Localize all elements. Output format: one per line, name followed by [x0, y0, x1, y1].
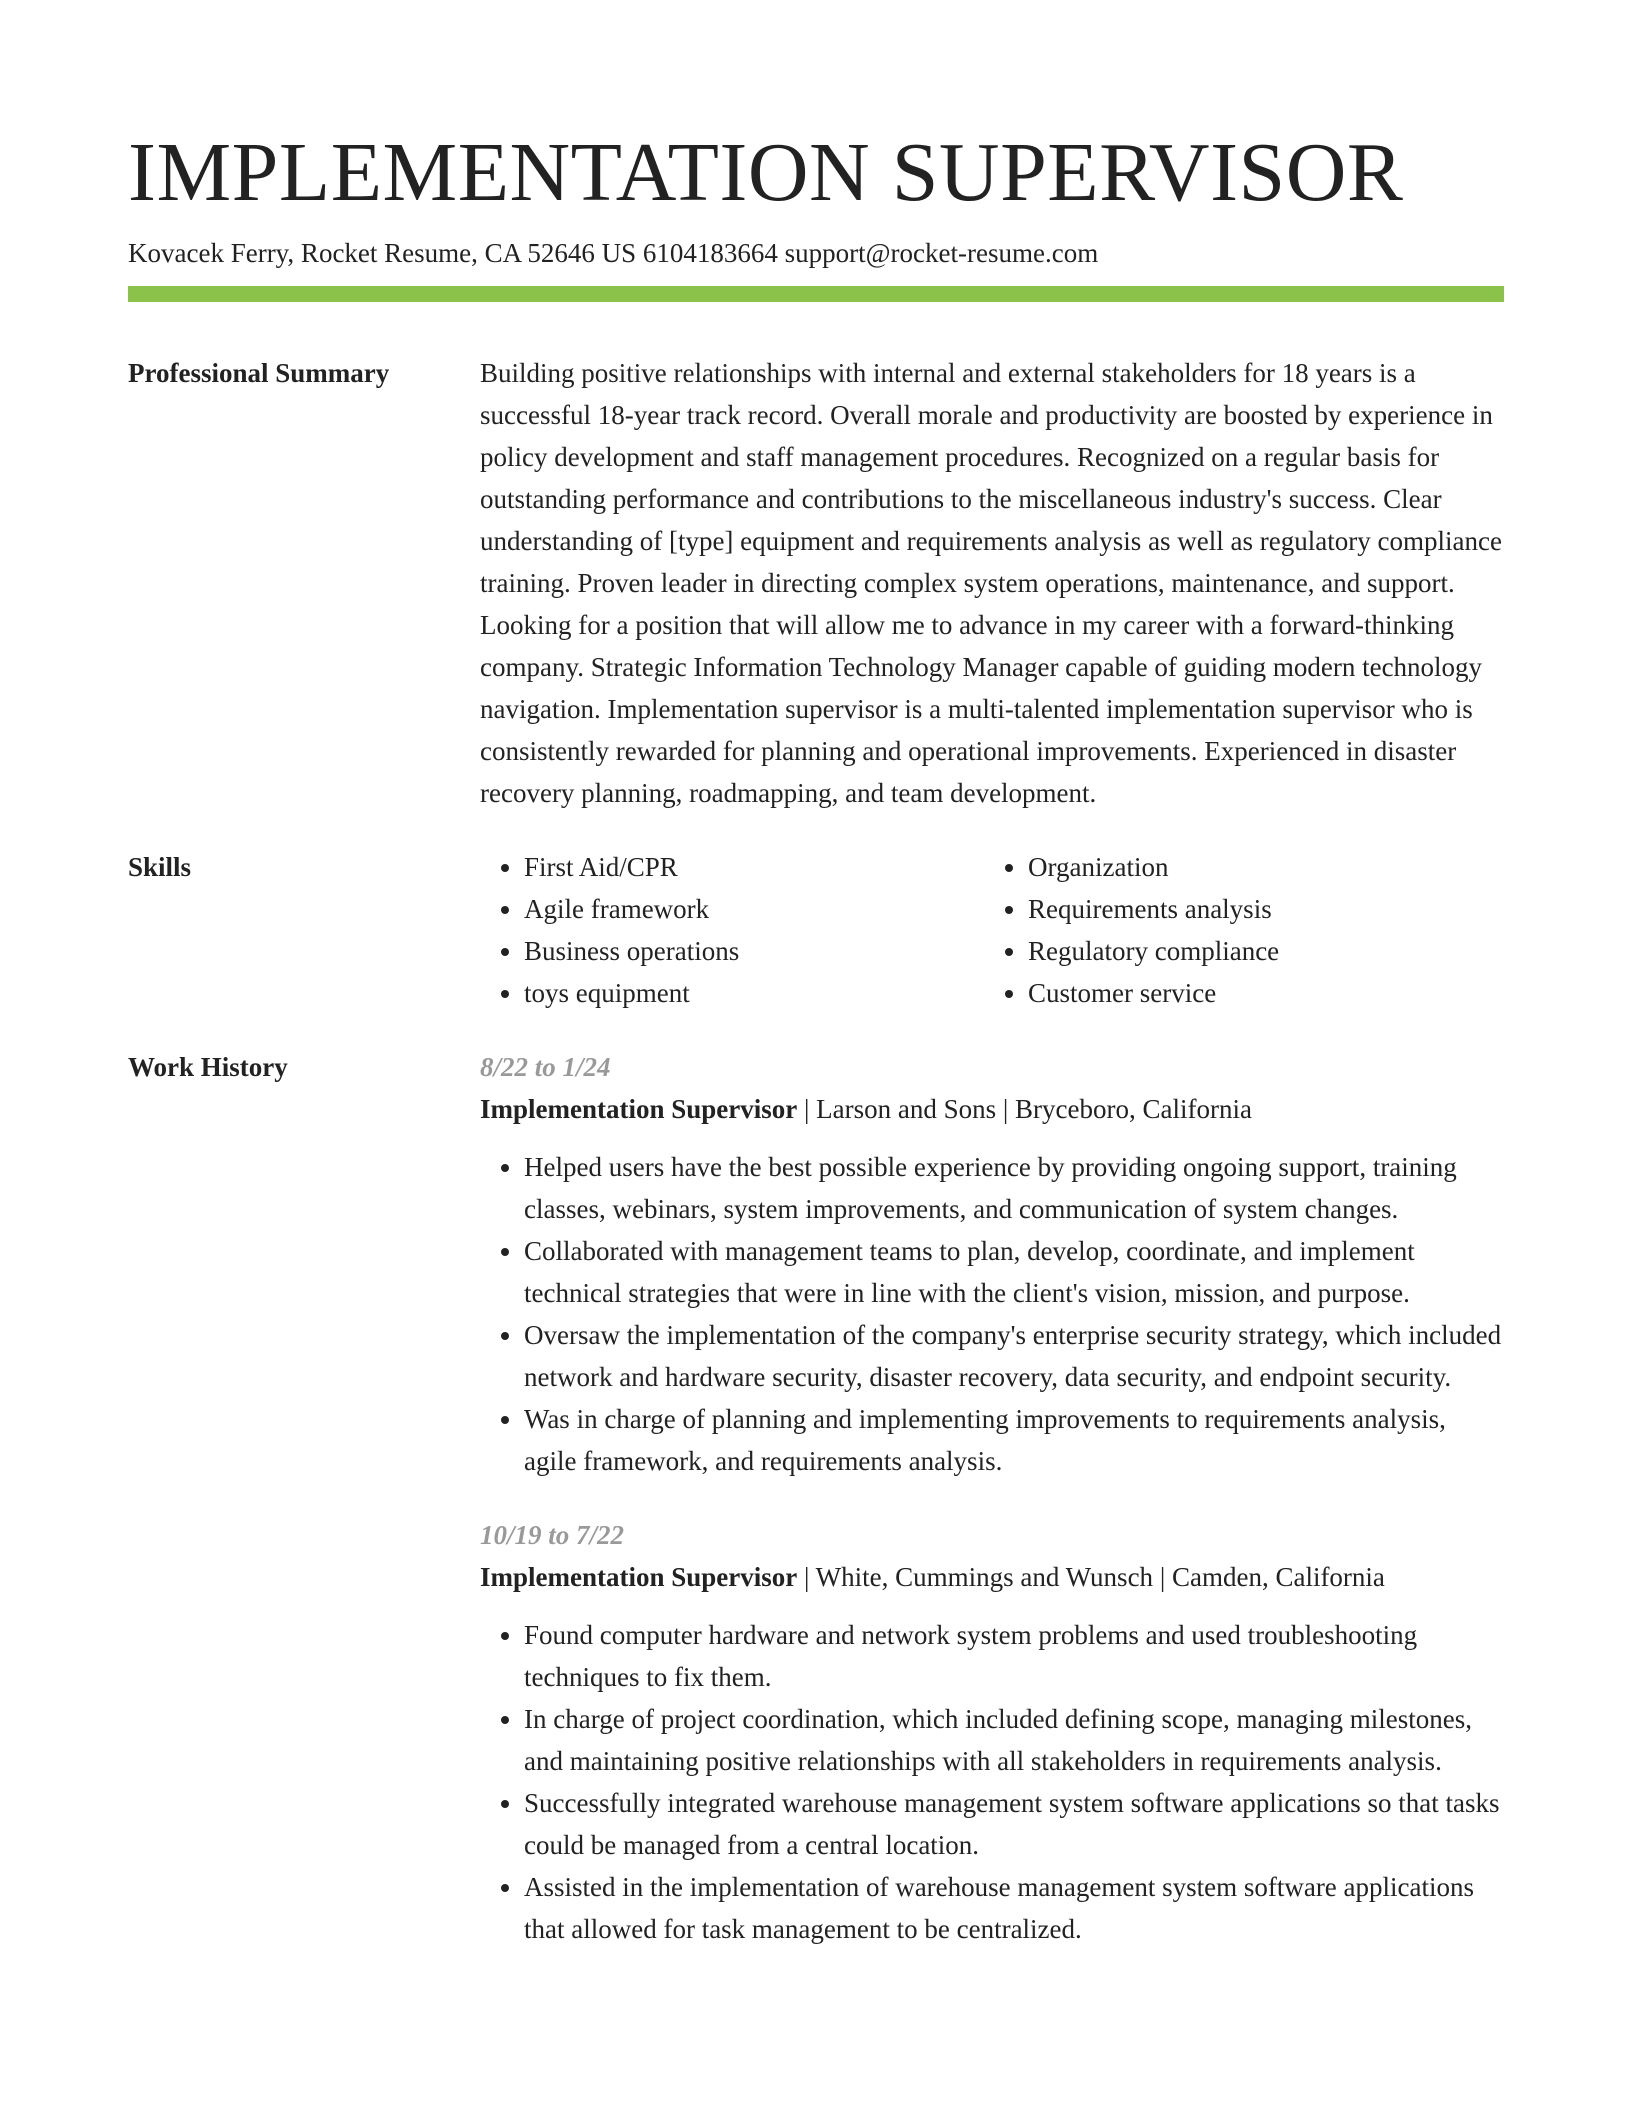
skill-item: • Customer service	[1028, 972, 1488, 1014]
work-history-section	[128, 1046, 1504, 1950]
job-title: Implementation Supervisor	[480, 1094, 798, 1125]
job-bullet: • Collaborated with management teams to plan, develop, coordinate, and implement technical strategies that were in line with the client's vision, mission, and purpose.	[524, 1230, 1504, 1314]
skills-list-left	[480, 846, 984, 1014]
skill-item: • Organization	[1028, 846, 1488, 888]
skills-grid	[480, 846, 1504, 1014]
job-company: White, Cummings and Wunsch	[815, 1562, 1154, 1593]
job-header	[480, 1556, 1504, 1598]
job-bullet: • In charge of project coordination, which included defining scope, managing milestones, and maintaining positive relationships with all stakeholders in requirements analysis.	[524, 1698, 1504, 1782]
job-dates: 10/19 to 7/22	[480, 1520, 625, 1551]
job-separator: |	[797, 1562, 816, 1593]
job-location: Camden, California	[1171, 1562, 1385, 1593]
job-entry	[480, 1514, 1504, 1950]
job-separator: |	[797, 1094, 817, 1125]
skills-body	[480, 846, 1504, 1014]
job-separator: |	[1153, 1562, 1172, 1593]
summary-section	[128, 352, 1504, 814]
job-bullets	[480, 1146, 1504, 1482]
summary-body	[480, 352, 1504, 814]
work-history-body	[480, 1046, 1504, 1950]
skill-item: • Regulatory compliance	[1028, 930, 1488, 972]
job-bullet: • Oversaw the implementation of the company's enterprise security strategy, which included network and hardware security, disaster recovery, data security, and endpoint security.	[524, 1314, 1504, 1398]
accent-divider	[128, 286, 1504, 302]
skill-item: • toys equipment	[524, 972, 984, 1014]
job-header	[480, 1088, 1504, 1130]
job-company: Larson and Sons	[816, 1094, 997, 1125]
job-bullet: • Found computer hardware and network system problems and used troubleshooting techniques to fix them.	[524, 1614, 1504, 1698]
job-bullet: • Was in charge of planning and implementing improvements to requirements analysis, agile framework, and requirements analysis.	[524, 1398, 1504, 1482]
job-entry	[480, 1046, 1504, 1482]
skill-item: • Requirements analysis	[1028, 888, 1488, 930]
skills-section	[128, 846, 1504, 1014]
job-bullets	[480, 1614, 1504, 1950]
skill-item: • Business operations	[524, 930, 984, 972]
job-bullet: • Helped users have the best possible experience by providing ongoing support, training classes, webinars, system improvements, and communication of system changes.	[524, 1146, 1504, 1230]
skill-item: • Agile framework	[524, 888, 984, 930]
section-label-skills: Skills	[128, 852, 192, 883]
summary-text: Building positive relationships with internal and external stakeholders for 18 years is a successful 18-year track record. Overall morale and productivity are boosted by experience in policy development and staff management procedures. Recognized on a regular basis for outstanding performance and contributions to the miscellaneous industry's success. Clear understanding of [type] equipment and requirements analysis as well as regulatory compliance training. Proven leader in directing complex system operations, maintenance, and support. Looking for a position that will allow me to advance in my career with a forward-thinking company. Strategic Information Technology Manager capable of guiding modern technology navigation. Implementation supervisor is a multi-talented implementation supervisor who is consistently rewarded for planning and operational improvements. Experienced in disaster recovery planning, roadmapping, and team development.	[480, 358, 1502, 809]
section-label-work-history: Work History	[128, 1052, 288, 1083]
job-bullet: • Successfully integrated warehouse management system software applications so that tasks could be managed from a central location.	[524, 1782, 1504, 1866]
job-separator: |	[996, 1094, 1016, 1125]
contact-line: Kovacek Ferry, Rocket Resume, CA 52646 US 6104183664 support@rocket-resume.com	[128, 238, 1099, 268]
job-dates: 8/22 to 1/24	[480, 1052, 611, 1083]
job-location: Bryceboro, California	[1015, 1094, 1252, 1125]
section-label-summary: Professional Summary	[128, 358, 390, 389]
resume-title: IMPLEMENTATION SUPERVISOR	[128, 126, 1404, 219]
skill-item: • First Aid/CPR	[524, 846, 984, 888]
skills-list-right	[984, 846, 1488, 1014]
job-title: Implementation Supervisor	[480, 1562, 798, 1593]
job-bullet: • Assisted in the implementation of warehouse management system software applications that allowed for task management to be centralized.	[524, 1866, 1504, 1950]
